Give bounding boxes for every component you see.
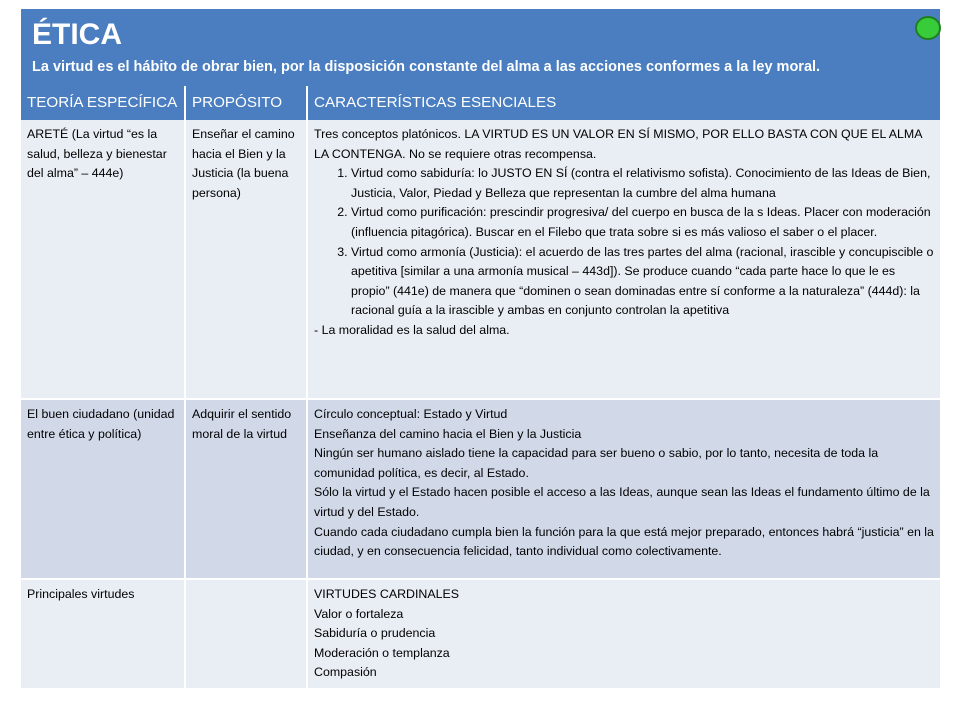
- table-row: [21, 579, 940, 688]
- purpose-cell: [185, 579, 307, 688]
- purpose-cell: Enseñar el camino hacia el Bien y la Justicia (la buena persona): [185, 120, 307, 399]
- text-line: VIRTUDES CARDINALES: [314, 587, 460, 601]
- text-line: Compasión: [314, 665, 377, 680]
- text-line: Valor o fortaleza: [314, 606, 404, 621]
- page-title: ÉTICA: [32, 18, 122, 51]
- list-item: 3. Virtud como armonía (Justicia): el acuerdo de las tres partes del alma (racional, irascible y concupiscible o apetitiva [similar a una armonía musical – 443d]). Se produce cuando “cada parte hace lo que le es propio” (441e) de manera que “dominen o sean dominadas entre sí conforme a la naturaleza” (444d): la racional guía a la irascible y ambas en conjunto controlan la apetitiva: [351, 243, 934, 321]
- characteristics-cell: [307, 579, 940, 688]
- text-line: Ningún ser humano aislado tiene la capacidad para ser bueno o sabio, por lo tanto, necesita de toda la comunidad política, es decir, al Estado.: [314, 446, 879, 480]
- column-header-characteristics: CARACTERÍSTICAS ESENCIALES: [307, 86, 940, 120]
- purpose-cell: Adquirir el sentido moral de la virtud: [185, 399, 307, 579]
- characteristics-cell: [307, 399, 940, 579]
- characteristics-cell: [307, 120, 940, 399]
- text-line: Cuando cada ciudadano cumpla bien la función para la que está mejor preparado, entonces habrá “justicia” en la ciudad, y en consecuencia felicidad, tanto individual como colectivamente.: [314, 524, 934, 559]
- text-line: Enseñanza del camino hacia el Bien y la Justicia: [314, 426, 582, 441]
- characteristics-footer: - La moralidad es la salud del alma.: [314, 322, 510, 337]
- virtue-list: [314, 164, 934, 321]
- table-header-row: [21, 86, 940, 120]
- text-line: Círculo conceptual: Estado y Virtud: [314, 407, 508, 421]
- column-header-purpose: PROPÓSITO: [185, 86, 307, 120]
- text-line: Moderación o templanza: [314, 645, 450, 660]
- theory-cell: ARETÉ (La virtud “es la salud, belleza y bienestar del alma” – 444e): [21, 120, 185, 399]
- theory-cell: Principales virtudes: [21, 579, 185, 688]
- text-line: Sólo la virtud y el Estado hacen posible el acceso a las Ideas, aunque sean las Ideas el fundamento último de la virtud y del Estado.: [314, 485, 930, 519]
- table-row: [21, 399, 940, 579]
- list-item: 2. Virtud como purificación: prescindir progresiva/ del cuerpo en busca de la s Ideas. Placer con moderación (influencia pitagórica). Buscar en el Filebo que trata sobre si es más valioso el saber o el placer.: [351, 203, 934, 242]
- page-subtitle: La virtud es el hábito de obrar bien, por la disposición constante del alma a las acciones conformes a la ley moral.: [32, 59, 821, 75]
- characteristics-intro: Tres conceptos platónicos. LA VIRTUD ES UN VALOR EN SÍ MISMO, POR ELLO BASTA CON QUE EL ALMA LA CONTENGA. No se requiere otras recompensa.: [314, 127, 922, 161]
- list-item: 1. Virtud como sabiduría: lo JUSTO EN SÍ (contra el relativismo sofista). Conocimiento de las Ideas de Bien, Justicia, Valor, Piedad y Belleza que representan la cumbre del alma humana: [351, 164, 934, 203]
- table-row: [21, 120, 940, 399]
- ethics-table: [21, 86, 940, 688]
- theory-cell: El buen ciudadano (unidad entre ética y política): [21, 399, 185, 579]
- text-line: Sabiduría o prudencia: [314, 626, 436, 641]
- title-banner: [21, 9, 940, 86]
- column-header-theory: TEORÍA ESPECÍFICA: [21, 86, 185, 120]
- status-dot-icon[interactable]: [915, 16, 941, 40]
